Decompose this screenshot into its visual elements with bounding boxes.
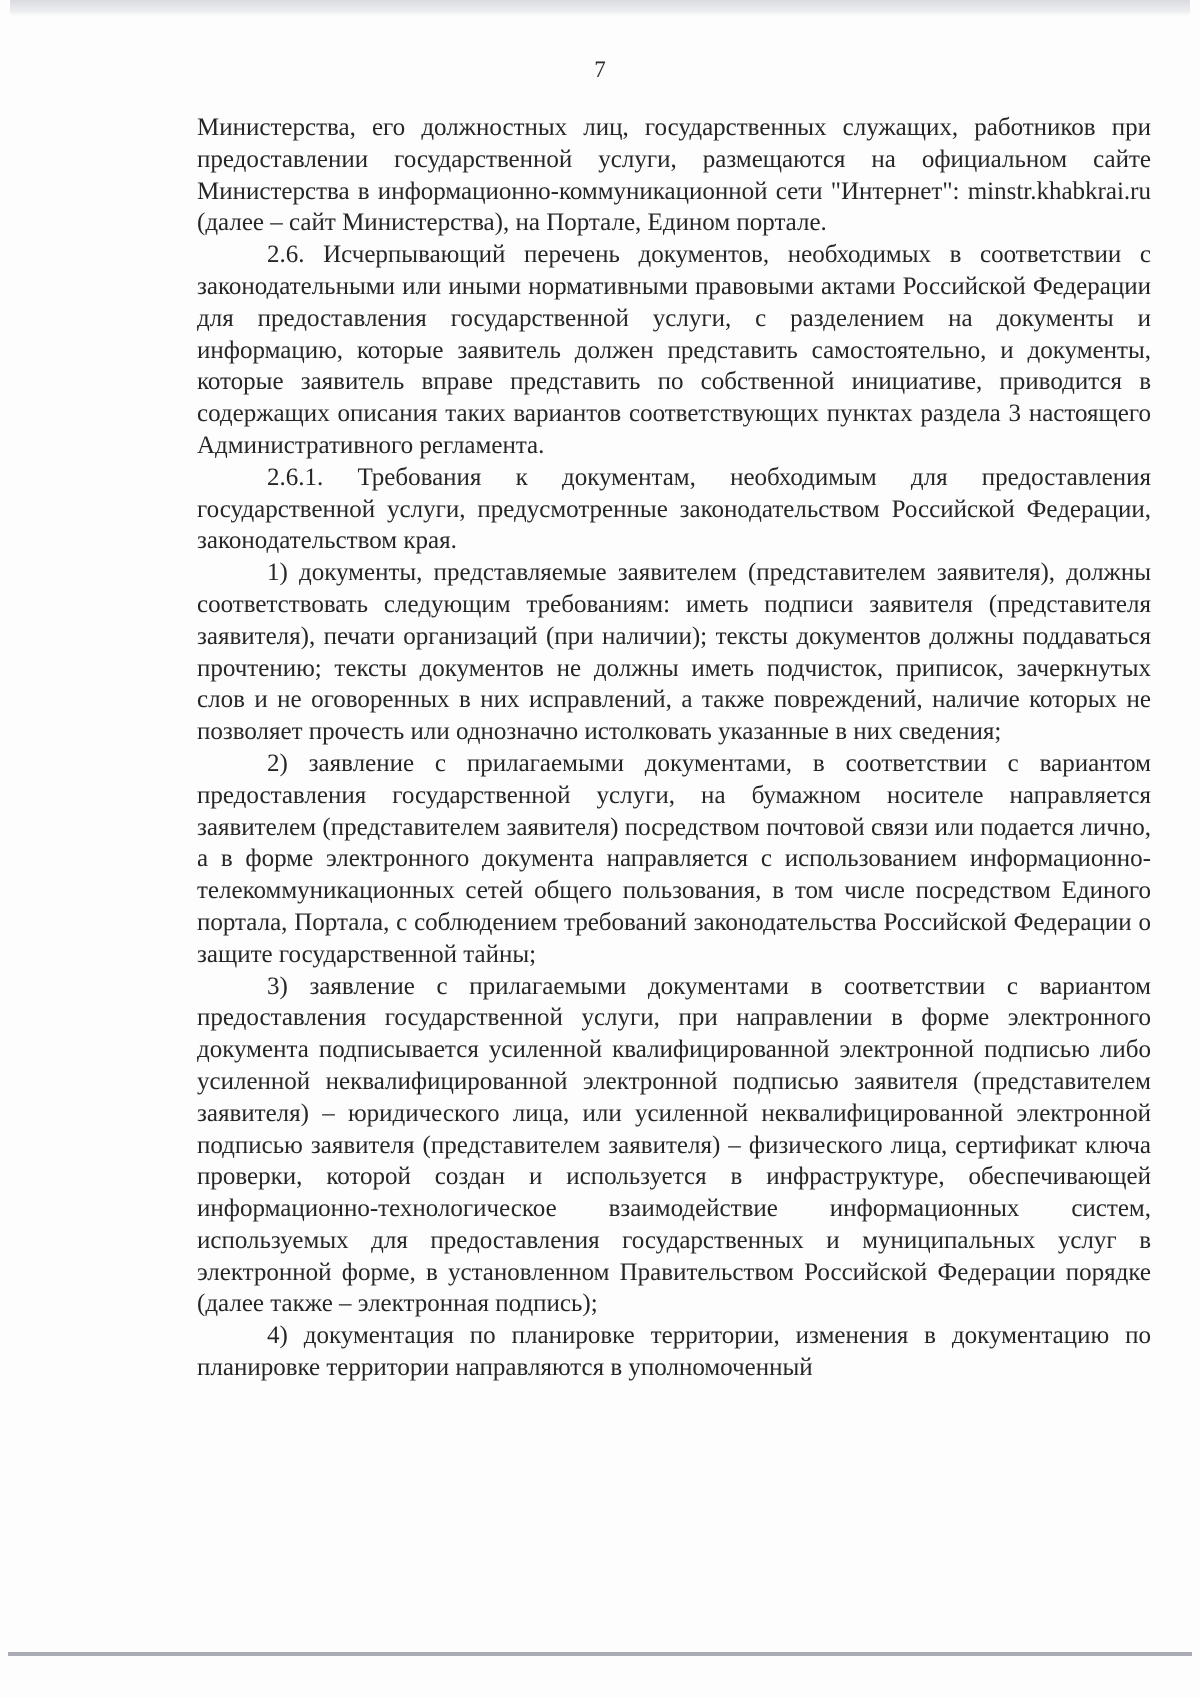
page-number: 7 — [594, 57, 606, 82]
list-item-1: 1) документы, представляемые заявителем (представителем заявителя), должны соответствовать следующим требованиям: иметь подписи заявителя (представителя заявителя), печати организаций (при наличии); тексты документов должны поддаваться прочтению; тексты документов не должны иметь подчисток, приписок, зачеркнутых слов и не оговоренных в них исправлений, а также повреждений, наличие которых не позволяет прочесть или однозначно истолковать указанные в них сведения; — [197, 559, 1151, 746]
document-body — [197, 112, 1151, 1384]
paragraph-continuation: Министерства, его должностных лиц, государственных служащих, работников при предоставлении государственной услуги, размещаются на официальном сайте Министерства в информационно-коммуникационной сети "Интернет": minstr.khabkrai.ru (далее – сайт Министерства), на Портале, Едином портале. — [197, 114, 1151, 237]
scan-bottom-edge — [8, 1652, 1192, 1656]
list-item-3: 3) заявление с прилагаемыми документами в соответствии с вариантом предоставления государственной услуги, при направлении в форме электронного документа подписывается усиленной квалифицированной электронной подписью либо усиленной неквалифицированной электронной подписью заявителя (представителем заявителя) – юридического лица, или усиленной неквалифицированной электронной подписью заявителя (представителем заявителя) – физического лица, сертификат ключа проверки, которой создан и используется в инфраструктуре, обеспечивающей информационно-технологическое взаимодействие информационных систем, используемых для предоставления государственных и муниципальных услуг в электронной форме, в установленном Правительством Российской Федерации порядке (далее также – электронная подпись); — [197, 972, 1151, 1318]
list-item-2: 2) заявление с прилагаемыми документами, в соответствии с вариантом предоставления государственной услуги, на бумажном носителе направляется заявителем (представителем заявителя) посредством почтовой связи или подается лично, а в форме электронного документа направляется с использованием информационно-телекоммуникационных сетей общего пользования, в том числе посредством Единого портала, Портала, с соблюдением требований законодательства Российской Федерации о защите государственной тайны; — [197, 749, 1151, 968]
paragraph-2-6: 2.6. Исчерпывающий перечень документов, необходимых в соответствии с законодательными или иными нормативными правовыми актами Российской Федерации для предоставления государственной услуги, с разделением на документы и информацию, которые заявитель должен представить самостоятельно, и документы, которые заявитель вправе представить по собственной инициативе, приводится в содержащих описания таких вариантов соответствующих пунктах раздела 3 настоящего Административного регламента. — [197, 241, 1151, 459]
scan-top-edge — [10, 0, 1190, 16]
list-item-4: 4) документация по планировке территории, изменения в документацию по планировке территории направляются в уполномоченный — [197, 1322, 1151, 1382]
paragraph-2-6-1: 2.6.1. Требования к документам, необходимым для предоставления государственной услуги, предусмотренные законодательством Российской Федерации, законодательством края. — [197, 463, 1151, 555]
